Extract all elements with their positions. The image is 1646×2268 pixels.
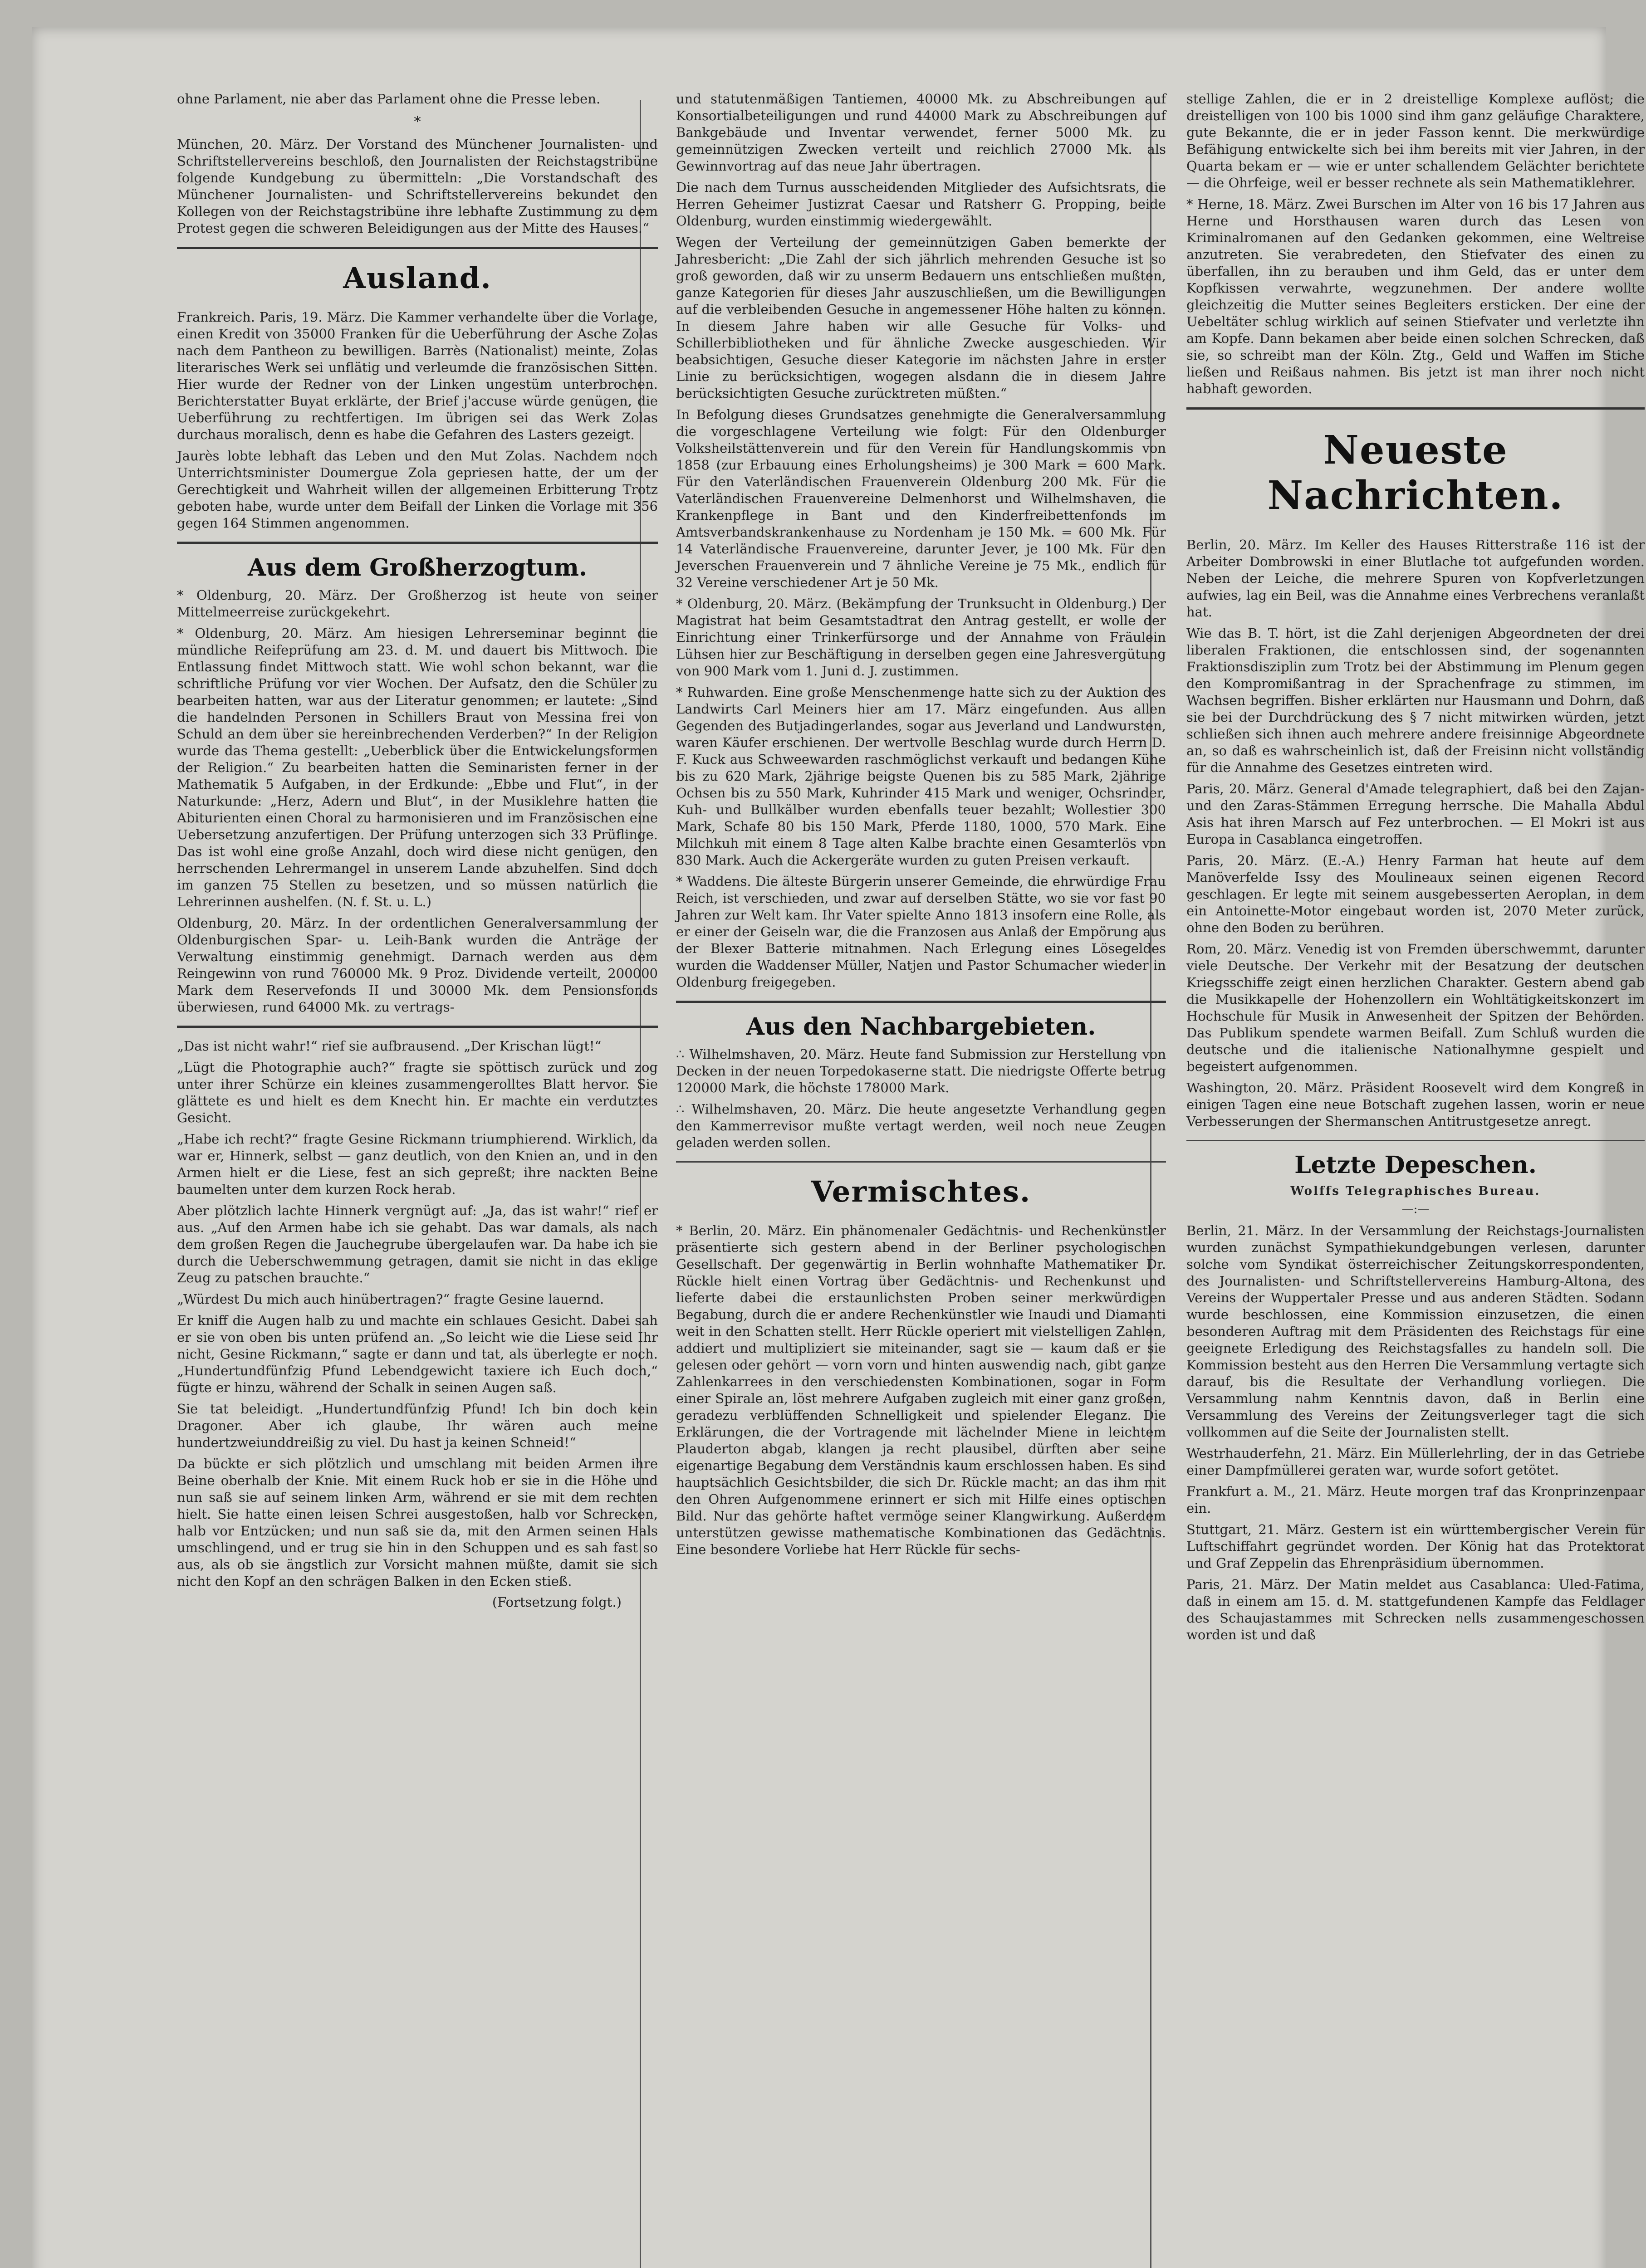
- section-heading-neueste-nachrichten: Neueste Nachrichten.: [1267, 427, 1564, 518]
- story-paragraph: „Habe ich recht?“ fragte Gesine Rickmann triumphierend. Wirklich, da war er, Hinnerk, selbst — ganz deutlich, von den Knien an, und in den Armen hielt er die Liese, fest an sich gepreßt; ihre nackten Beine baumelten unter dem kurzen Rock herab.: [177, 1131, 658, 1197]
- article-text: Wie das B. T. hört, ist die Zahl derjenigen Abgeordneten der drei liberalen Fraktionen, die entschlossen sind, der sogenannten Fraktionsdisziplin zum Trotz bei der Abstimmung im Plenum gegen den Kompromißantrag in der Sprachenfrage zu stimmen, im Wachsen begriffen. Bisher erklärten nur Hausmann und Dohrn, daß sie bei der Durchdrückung des § 7 nicht mitwirken würden, jetzt schließen sich ihnen auch mehrere andere freisinnige Abgeordnete an, so daß es wahrscheinlich ist, daß der Freisinn nicht vollständig für die Annahme des Gesetzes eintreten wird.: [1186, 626, 1645, 775]
- article-text: * Herne, 18. März. Zwei Burschen im Alter von 16 bis 17 Jahren aus Herne und Horsthausen waren durch das Lesen von Kriminalromanen auf den Gedanken gekommen, eine Weltreise anzutreten. Sie verabredeten, den Stiefvater des einen zu überfallen, ihn zu berauben und ihm Geld, das er unter dem Kopfkissen verwahrte, wegzunehmen. Der andere wollte gleichzeitig die Mutter seines Begleiters ersticken. Der eine der Uebeltäter schlug wirklich auf seinen Stiefvater und verletzte ihn am Kopfe. Dann bekamen aber beide einen solchen Schrecken, daß sie, so schreibt man der Köln. Ztg., Geld und Waffen im Stiche ließen und Reißaus nahmen. Bis jetzt ist man ihrer noch nicht habhaft geworden.: [1186, 196, 1645, 396]
- separator-dash: —:—: [1401, 1202, 1430, 1216]
- section-heading-ausland: Ausland.: [343, 261, 492, 295]
- article-text: Die nach dem Turnus ausscheidenden Mitglieder des Aufsichtsrats, die Herren Geheimer Justizrat Caesar und Ratsherr G. Propping, beide Oldenburg, wurden einstimmig wiedergewählt.: [676, 180, 1166, 229]
- column-3: [1186, 91, 1645, 1648]
- article-text: und statutenmäßigen Tantiemen, 40000 Mk. zu Abschreibungen auf Konsortialbeteiligungen und rund 44000 Mark zu Abschreibungen auf Bankgebäude und Inventar verwendet, ferner 5000 Mk. zu gemeinnützigen Zwecken verteilt und reichlich 27000 Mk. als Gewinnvortrag auf das neue Jahr übertragen.: [676, 91, 1166, 174]
- section-heading-nachbargebiete: Aus den Nachbargebieten.: [746, 1013, 1096, 1041]
- story-paragraph: Sie tat beleidigt. „Hundertundfünfzig Pfund! Ich bin doch kein Dragoner. Aber ich glaube, Ihr wären auch meine hundertzweiunddreißig zu viel. Du hast ja keinen Schneid!“: [177, 1401, 658, 1450]
- story-paragraph: „Lügt die Photographie auch?“ fragte sie spöttisch zurück und zog unter ihrer Schürze ein kleines zusammengerolltes Blatt hervor. Sie glättete es und hielt es dem Knecht hin. Er machte ein verdutztes Gesicht.: [177, 1060, 658, 1125]
- article-text: Paris, 21. März. Der Matin meldet aus Casablanca: Uled-Fatima, daß in einem am 15. d. M. stattgefundenen Kampfe das Feldlager des Schaujastammes mit Schrecken nells zusammengeschossen worden ist und daß: [1186, 1577, 1645, 1642]
- article-text: Westrhauderfehn, 21. März. Ein Müllerlehrling, der in das Getriebe einer Dampfmüllerei geraten war, wurde sofort getötet.: [1186, 1446, 1645, 1478]
- story-paragraph: Da bückte er sich plötzlich und umschlang mit beiden Armen ihre Beine oberhalb der Knie. Mit einem Ruck hob er sie in die Höhe und nun saß sie auf seinem linken Arm, während er sie mit dem rechten hielt. Sie hatte einen leisen Schrei ausgestoßen, halb vor Schrecken, halb vor Entzücken; und nun saß sie da, mit den Armen seinen Hals umschlingend, und er trug sie hin in den Schuppen und es sah fast so aus, als ob sie ängstlich zur Vorsicht mahnen müßte, damit sie sich nicht den Kopf an den schrägen Balken in den Ecken stieß.: [177, 1456, 658, 1589]
- divider: [676, 1161, 1166, 1163]
- article-text: * Ruhwarden. Eine große Menschenmenge hatte sich zu der Auktion des Landwirts Carl Meiners hier am 17. März eingefunden. Aus allen Gegenden des Butjadingerlandes, sogar aus Jeverland und Landwursten, waren Käufer erschienen. Der wertvolle Beschlag wurde durch Herrn D. F. Kuck aus Schweewarden raschmöglichst verkauft und bedangen Kühe bis zu 620 Mark, 2jährige beigste Quenen bis zu 585 Mark, 2jährige Ochsen bis zu 550 Mark, Kuhrinder 415 Mark und weniger, Ochsrinder, Kuh- und Bullkälber wurden ebenfalls teuer bezahlt; Wollestier 300 Mark, Schafe 80 bis 150 Mark, Pferde 1180, 1000, 570 Mark. Eine Milchkuh mit einem 8 Tage alten Kalbe brachte einen Gesamterlös von 830 Mark. Auch die Ackergeräte wurden zu guten Preisen verkauft.: [676, 684, 1166, 868]
- newspaper-page: [32, 27, 1645, 2268]
- article-text: Paris, 20. März. (E.-A.) Henry Farman hat heute auf dem Manöverfelde Issy des Moulineaux seinen eigenen Record geschlagen. Er legte mit seinem ausgebesserten Aeroplan, in dem ein Antoinette-Motor eingebaut worden ist, 2070 Meter zurück, ohne den Boden zu berühren.: [1186, 853, 1645, 935]
- article-text: Paris, 20. März. General d'Amade telegraphiert, daß bei den Zajan- und den Zaras-Stämmen Erregung herrsche. Die Mahalla Abdul Asis hat ihren Marsch auf Fez unterbrochen. — El Mokri ist aus Europa in Casablanca eingetroffen.: [1186, 781, 1645, 847]
- divider: [1186, 1140, 1645, 1141]
- article-text: * Berlin, 20. März. Ein phänomenaler Gedächtnis- und Rechenkünstler präsentierte sich gestern abend in der Berliner psychologischen Gesellschaft. Der gegenwärtig in Berlin wohnhafte Mathematiker Dr. Rückle hielt einen Vortrag über Gedächtnis- und Rechenkunst und lieferte dabei die erstaunlichsten Proben seiner merkwürdigen Begabung, durch die er andere Rechenkünstler wie Inaudi und Diamanti weit in den Schatten stellt. Herr Rückle operiert mit vielstelligen Zahlen, addiert und multipliziert sie miteinander, sagt sie — kaum daß er sie gelesen oder gehört — vorn vorn und hinten auswendig nach, gibt ganze Zahlenkarrees in den verschiedensten Kombinationen, sogar in Form einer Spirale an, löst mehrere Aufgaben zugleich mit einer ganz großen, geradezu verblüffenden Schnelligkeit und spielender Eleganz. Die Erklärungen, die der Vortragende mit lächelnder Miene in leichtem Plauderton abgab, klangen ja recht plausibel, dürften aber seine eigenartige Begabung dem Verständnis kaum erschlossen haben. Es sind hauptsächlich Gesichtsbilder, die sich Dr. Rückle macht; an das ihm mit den Ohren Aufgenommene erinnert er sich mit Hilfe eines optischen Bild. Nur das gehörte haftet vermöge seiner Klangwirkung. Außerdem unterstützen gewisse mathematische Kombinationen das Gedächtnis. Eine besondere Vorliebe hat Herr Rückle für sechs-: [676, 1223, 1166, 1557]
- divider: [177, 247, 658, 249]
- divider: [177, 542, 658, 544]
- section-heading-letzte-depeschen: Letzte Depeschen.: [1294, 1151, 1537, 1179]
- article-text: ohne Parlament, nie aber das Parlament ohne die Presse leben.: [177, 91, 601, 107]
- story-paragraph: Aber plötzlich lachte Hinnerk vergnügt auf: „Ja, das ist wahr!“ rief er aus. „Auf den Armen habe ich sie gehabt. Das war damals, als nach dem großen Regen die Jauchegrube übergelaufen war. Da habe ich sie durch die Ueberschwemmung getragen, damit sie nicht in das eklige Zeug zu patschen brauchte.“: [177, 1203, 658, 1286]
- article-text: * Oldenburg, 20. März. Am hiesigen Lehrerseminar beginnt die mündliche Reifeprüfung am 23. d. M. und dauert bis Mittwoch. Die Entlassung findet Mittwoch statt. Wie wohl schon bekannt, war die schriftliche Prüfung vor vier Wochen. Der Aufsatz, den die Schüler zu bearbeiten hatten, war aus der Literatur genommen; er lautete: „Sind die handelnden Personen in Schillers Braut von Messina frei von Schuld an dem über sie hereinbrechenden Verderben?“ In der Religion wurde das Thema gestellt: „Ueberblick über die Entwickelungsformen der Religion.“ Zu bearbeiten hatten die Seminaristen ferner in der Mathematik 5 Aufgaben, in der Erdkunde: „Ebbe und Flut“, in der Naturkunde: „Herz, Adern und Blut“, in der Musiklehre hatten die Abiturienten einen Choral zu harmonisieren und im Französischen eine Uebersetzung anzufertigen. Der Prüfung unterzogen sich 33 Prüflinge. Das ist wohl eine große Anzahl, doch wird diese nicht genügen, den herrschenden Lehrermangel in unserem Lande abzuhelfen. Sind doch im ganzen 75 Stellen zu besetzen, und so müssen natürlich die Lehrerinnen aushelfen. (N. f. St. u. L.): [177, 626, 658, 909]
- article-text: * Oldenburg, 20. März. (Bekämpfung der Trunksucht in Oldenburg.) Der Magistrat hat beim Gesamtstadtrat den Antrag gestellt, er wolle der Einrichtung einer Trinkerfürsorge und der Annahme von Fräulein Lühsen hier zur Beschäftigung in derselben gegen eine Jahresvergütung von 900 Mark vom 1. Juni d. J. zustimmen.: [676, 596, 1166, 679]
- article-text: * Oldenburg, 20. März. Der Großherzog ist heute von seiner Mittelmeerreise zurückgekehrt.: [177, 587, 658, 620]
- column-1: [177, 91, 658, 1610]
- story-paragraph: „Das ist nicht wahr!“ rief sie aufbrausend. „Der Krischan lügt!“: [177, 1038, 602, 1054]
- article-text: In Befolgung dieses Grundsatzes genehmigte die Generalversammlung die vorgeschlagene Verteilung wie folgt: Für den Oldenburger Volksheilstättenverein und für den Verein für Handlungskommis von 1858 (zur Erbauung eines Erholungsheims) je 300 Mark = 600 Mark. Für den Vaterländischen Frauenverein Oldenburg 200 Mk. Für die Vaterländischen Frauenvereine Delmenhorst und Wilhelmshaven, die Krankenpflege in Bant und den Kinderfreibettenfonds im Amtsverbandskrankenhause zu Nordenham je 150 Mk. = 600 Mk. Für 14 Vaterländische Frauenvereine, darunter Jever, je 100 Mk. Für den Jeverschen Frauenverein und 7 ähnliche Vereine je 75 Mk., endlich für 32 Vereine verschiedener Art je 50 Mk.: [676, 407, 1166, 590]
- article-text: Jaurès lobte lebhaft das Leben und den Mut Zolas. Nachdem noch Unterrichtsminister Doumergue Zola gepriesen hatte, der um der Gerechtigkeit und Wahrheit willen der allgemeinen Erbitterung Trotz geboten habe, wurde unter dem Beifall der Linken die Vorlage mit 356 gegen 164 Stimmen angenommen.: [177, 448, 658, 531]
- article-text: Washington, 20. März. Präsident Roosevelt wird dem Kongreß in einigen Tagen eine neue Botschaft zugehen lassen, worin er neue Verbesserungen der Shermanschen Antitrustgesetze anregt.: [1186, 1080, 1645, 1129]
- separator-star: *: [414, 114, 421, 130]
- article-text: ∴ Wilhelmshaven, 20. März. Die heute angesetzte Verhandlung gegen den Kammerrevisor mußte vertagt werden, weil noch neue Zeugen geladen werden sollen.: [676, 1101, 1166, 1150]
- section-heading-grossherzogtum: Aus dem Großherzogtum.: [248, 554, 587, 582]
- article-text: Frankreich. Paris, 19. März. Die Kammer verhandelte über die Vorlage, einen Kredit von 35000 Franken für die Ueberführung der Asche Zolas nach dem Pantheon zu bewilligen. Barrès (Nationalist) meinte, Zolas literarisches Werk sei unflätig und verleumde die französischen Sitten. Hier wurde der Redner von der Linken ungestüm unterbrochen. Berichterstatter Buyat erklärte, der Brief j'accuse würde genügen, die Ueberführung zu rechtfertigen. Im übrigen sei das Werk Zolas durchaus moralisch, denn es habe die Gefahren des Lasters gezeigt.: [177, 309, 658, 442]
- article-text: ∴ Wilhelmshaven, 20. März. Heute fand Submission zur Herstellung von Decken in der neuen Torpedokaserne statt. Die niedrigste Offerte betrug 120000 Mark, die höchste 178000 Mark.: [676, 1046, 1166, 1095]
- divider: [177, 1026, 658, 1028]
- article-text: Rom, 20. März. Venedig ist von Fremden überschwemmt, darunter viele Deutsche. Der Verkehr mit der Besatzung der deutschen Kriegsschiffe zeigt einen herzlichen Charakter. Gestern abend gab die Musikkapelle der Hohenzollern ein Wohltätigkeitskonzert im Hochschule für Musik in Anwesenheit der Spitzen der Behörden. Das Publikum spendete warmen Beifall. Zum Schluß wurden die deutsche und die italienische Nationalhymne gespielt und begeistert aufgenommen.: [1186, 941, 1645, 1074]
- divider: [1186, 407, 1645, 410]
- article-text: Stuttgart, 21. März. Gestern ist ein württembergischer Verein für Luftschiffahrt gegründet worden. Der König hat das Protektorat und Graf Zeppelin das Ehrenpräsidium übernommen.: [1186, 1522, 1645, 1571]
- continuation-note: (Fortsetzung folgt.): [492, 1594, 622, 1610]
- column-2: [676, 91, 1166, 1563]
- section-heading-vermischtes: Vermischtes.: [811, 1175, 1031, 1209]
- article-text: * Waddens. Die älteste Bürgerin unserer Gemeinde, die ehrwürdige Frau Reich, ist verschieden, und zwar auf derselben Stätte, wo sie vor fast 90 Jahren zur Welt kam. Ihr Vater spielte Anno 1813 insofern eine Rolle, als er einer der Geiseln war, die die Franzosen aus Anlaß der Empörung aus der Blexer Batterie mitnahmen. Nach Erlegung eines Lösegeldes wurden die Waddenser Müller, Natjen und Pastor Schumacher wieder in Oldenburg freigegeben.: [676, 874, 1166, 990]
- article-text: Frankfurt a. M., 21. März. Heute morgen traf das Kronprinzenpaar ein.: [1186, 1484, 1645, 1516]
- article-text: München, 20. März. Der Vorstand des Münchener Journalisten- und Schriftstellervereins beschloß, den Journalisten der Reichstagstribüne folgende Kundgebung zu übermitteln: „Die Vorstandschaft des Münchener Journalisten- und Schriftstellervereins bekundet den Kollegen von der Reichstagstribüne ihre lebhafte Zustimmung zu dem Protest gegen die schweren Beleidigungen aus der Mitte des Hauses.“: [177, 137, 658, 236]
- divider: [676, 1001, 1166, 1003]
- article-text: Wegen der Verteilung der gemeinnützigen Gaben bemerkte der Jahresbericht: „Die Zahl der sich jährlich mehrenden Gesuche ist so groß geworden, daß wir zu unserm Bedauern uns entschließen mußten, ganze Kategorien für dieses Jahr auszuschließen, um die Bewilligungen auf die verbleibenden Gesuche in angemessener Höhe halten zu können. In diesem Jahre haben wir alle Gesuche für Volks- und Schillerbibliotheken und für ähnliche Zwecke ausgeschieden. Wir beabsichtigen, Gesuche dieser Kategorie im nächsten Jahre in erster Linie zu berücksichtigen, wogegen alsdann die in diesem Jahre berücksichtigten Gesuche zurücktreten müßten.“: [676, 235, 1166, 401]
- article-text: Berlin, 21. März. In der Versammlung der Reichstags-Journalisten wurden zunächst Sympathiekundgebungen verlesen, darunter solche vom Syndikat österreichischer Zeitungskorrespondenten, des Journalisten- und Schriftstellervereins Hamburg-Altona, des Vereins der Wuppertaler Presse und aus anderen Städten. Sodann wurde beschlossen, eine Kommission einzusetzen, die einen besonderen Auftrag mit dem Präsidenten des Reichstags für eine geeignete Erledigung des Reichstagsfalles zu handeln soll. Die Kommission besteht aus den Herren Die Versammlung vertagte sich darauf, bis die Resultate der Verhandlung vorliegen. Die Versammlung nahm Kenntnis davon, daß in Berlin eine Versammlung des Vereins der Zeitungsverleger tagt die sich vollkommen auf die Seite der Journalisten stellt.: [1186, 1223, 1645, 1440]
- article-text: stellige Zahlen, die er in 2 dreistellige Komplexe auflöst; die dreistelligen von 100 bis 1000 sind ihm ganz geläufige Charaktere, gute Bekannte, die er in jeder Fasson kennt. Die merkwürdige Befähigung entwickelte sich bei ihm bereits mit vier Jahren, in der Quarta bekam er — wie er unter schallendem Gelächter berichtete — die Ohrfeige, weil er besser rechnete als sein Mathematiklehrer.: [1186, 91, 1645, 191]
- story-paragraph: Er kniff die Augen halb zu und machte ein schlaues Gesicht. Dabei sah er sie von oben bis unten prüfend an. „So leicht wie die Liese seid Ihr nicht, Gesine Rickmann,“ sagte er dann und tat, als überlegte er noch. „Hundertundfünfzig Pfund Lebendgewicht taxiere ich Euch doch,“ fügte er hinzu, während der Schalk in seinen Augen saß.: [177, 1313, 658, 1395]
- article-text: Berlin, 20. März. Im Keller des Hauses Ritterstraße 116 ist der Arbeiter Dombrowski in einer Blutlache tot aufgefunden worden. Neben der Leiche, die mehrere Spuren von Kopfverletzungen aufwies, lag ein Beil, was die Annahme eines Verbrechens veranlaßt hat.: [1186, 537, 1645, 620]
- story-paragraph: „Würdest Du mich auch hinübertragen?“ fragte Gesine lauernd.: [177, 1291, 604, 1307]
- article-text: Oldenburg, 20. März. In der ordentlichen Generalversammlung der Oldenburgischen Spar- u. Leih-Bank wurden die Anträge der Verwaltung einstimmig genehmigt. Darnach werden aus dem Reingewinn von rund 760000 Mk. 9 Proz. Dividende verteilt, 200000 Mark dem Reservefonds II und 30000 Mk. dem Pensionsfonds überwiesen, rund 64000 Mk. zu vertrags-: [177, 915, 658, 1015]
- bureau-line: Wolffs Telegraphisches Bureau.: [1290, 1184, 1541, 1198]
